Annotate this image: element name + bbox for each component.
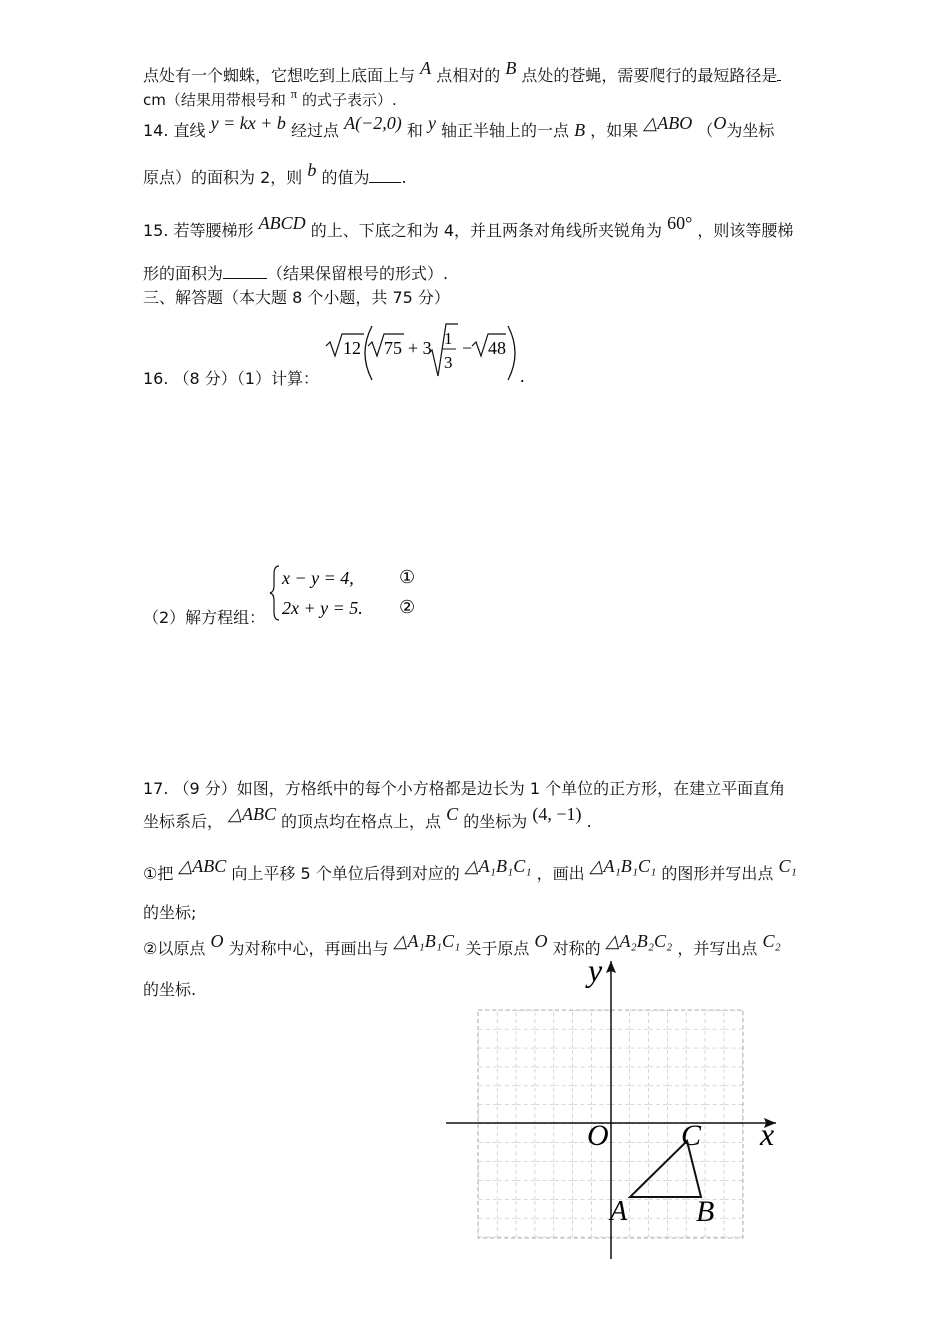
q17-text-1: 坐标系后， [143,812,224,831]
left-paren [365,326,372,380]
q14-origin: O [713,113,727,133]
q17-origin: O [534,931,548,951]
q13-text-e: 的式子表示）. [302,91,397,109]
right-paren [508,326,515,380]
q15-answer-blank[interactable] [223,264,267,279]
q16-radicand-75: 75 [384,338,402,358]
coordinate-grid-figure [440,955,790,1265]
q17-triangle-2: △A₂B₂C₂ [605,931,673,951]
x-axis-label: x [760,1116,775,1152]
q14-text-8: 的值为 [321,168,370,187]
sqrt-sign [428,324,458,376]
q13-pi: π [290,86,298,101]
q17-step2-d: 对称的 [552,939,601,958]
q16-plus-3: + 3 [408,338,432,358]
q17-step1-line1 [143,856,797,885]
q17-triangle-1: △A₁B₁C₁ [589,856,657,876]
q17-triangle: △ABC [178,856,227,876]
q17-line1: 17. （9 分）如图，方格纸中的每个小方格都是边长为 1 个单位的正方形，在建立平面直角 [143,779,786,798]
q14-line1 [143,113,775,142]
point-a-label: A [610,1196,628,1227]
q13-text-c: 点处的苍蝇，需要爬行的最短路径是 [521,66,778,85]
section-3-heading: 三、解答题（本大题 8 个小题，共 75 分） [143,288,450,307]
q14-text-7: 原点）的面积为 2，则 [143,168,303,187]
q17-step2-a: ②以原点 [143,939,206,958]
q14-answer-blank[interactable] [369,168,401,183]
point-b-label: B [696,1195,715,1228]
q17-step2-e: ，并写出点 [677,939,758,958]
q14-number: 14. 直线 [143,121,206,140]
q15-text-4: （结果保留根号的形式）. [267,264,449,283]
q14-text-4: ，如果 [590,121,639,140]
q13-point-b: B [505,58,517,78]
q17-triangle-1: △A₁B₁C₁ [393,931,461,951]
q17-origin: O [210,931,224,951]
q14-text-9: . [401,168,407,187]
q16-equation-system [266,562,426,624]
q13-answer-blank[interactable] [777,66,781,81]
q17-step1-c: ，画出 [536,864,585,883]
q17-step1-d: 的图形并写出点 [661,864,774,883]
q15-text-3: 形的面积为 [143,264,224,283]
y-axis-label: y [588,955,603,988]
q14-point-b: B [574,120,586,140]
q14-text-2: 和 [406,121,423,140]
q14-b: b [307,160,317,180]
q16-equation-1: x − y = 4, [282,568,354,588]
q17-step2-c: 关于原点 [465,939,530,958]
q17-line2 [143,804,592,833]
q16-label-2: ② [399,597,416,617]
q16-part2-prompt: （2）解方程组： [143,608,266,627]
q13-text-a: 点处有一个蜘蛛，它想吃到上底面上与 [143,66,416,85]
q14-text-5: （ [697,121,714,140]
q15-line1 [143,213,794,242]
q16-part1-prompt: 16. （8 分）（1）计算： [143,369,319,388]
q14-text-6: 为坐标 [726,121,775,140]
q17-point-c2: C₂ [762,931,781,951]
origin-label: O [587,1119,609,1152]
q17-text-2: 的顶点均在格点上，点 [281,812,442,831]
q16-numerator: 1 [444,329,453,348]
q15-text-1: 的上、下底之和为 4，并且两条对角线所夹锐角为 [310,221,663,240]
q14-line2 [143,160,407,189]
q17-triangle-1: △A₁B₁C₁ [464,856,532,876]
q17-text-3: 的坐标为 [463,812,528,831]
q17-step1-a: ①把 [143,864,174,883]
q14-triangle: △ABO [643,113,693,133]
q17-text-4: . [586,812,592,831]
q17-point-c: C [446,804,459,824]
q13-line2 [143,86,397,112]
q16-radicand-12: 12 [343,338,361,358]
q15-figure: ABCD [258,213,306,233]
q13-text-b: 点相对的 [436,66,501,85]
q17-step1-line2: 的坐标; [143,903,197,922]
system-brace [270,566,279,620]
q16-expression [322,320,532,386]
q14-equation: y = kx + b [210,113,286,133]
q15-angle: 60° [667,213,693,233]
q16-denominator: 3 [444,353,453,372]
q14-text-3: 轴正半轴上的一点 [441,121,570,140]
q17-triangle: △ABC [228,804,276,824]
q16-period: . [520,366,525,386]
q17-step1-b: 向上平移 5 个单位后得到对应的 [231,864,460,883]
q17-point-c1: C₁ [778,856,797,876]
q14-point-a: A(−2,0) [344,113,402,133]
q16-radicand-48: 48 [488,338,506,358]
q13-point-a: A [420,58,432,78]
q17-coordinate: (4, −1) [532,804,582,824]
q15-number: 15. 若等腰梯形 [143,221,254,240]
point-c-label: C [681,1119,702,1152]
q14-y: y [427,113,436,133]
q16-equation-2: 2x + y = 5. [282,598,363,618]
q17-step2-b: 为对称中心，再画出与 [228,939,389,958]
q17-step2-line2: 的坐标. [143,980,197,999]
q13-line1 [143,58,781,87]
q15-line2 [143,263,448,285]
q16-minus: − [462,338,473,358]
q13-text-d: cm（结果用带根号和 [143,91,286,109]
q15-text-2: ，则该等腰梯 [697,221,794,240]
q14-text-1: 经过点 [291,121,340,140]
q16-label-1: ① [399,567,416,587]
